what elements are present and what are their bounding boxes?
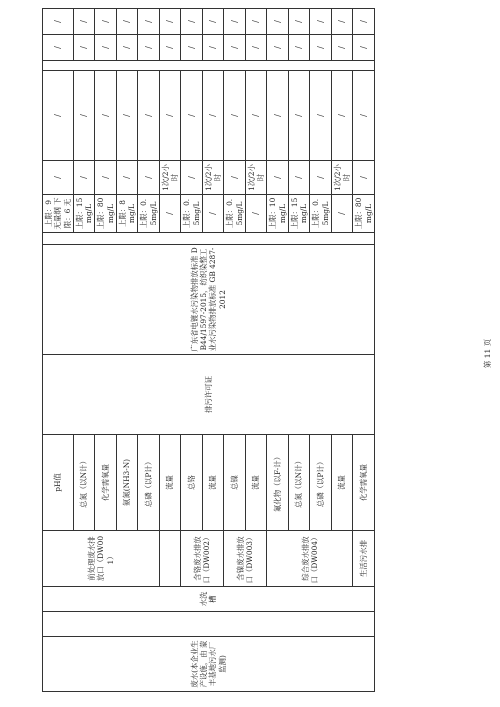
limit-cell: / [331, 194, 353, 232]
pollutant-cell: 总磷（以P计） [310, 434, 332, 530]
extra-cell: / [159, 8, 181, 34]
extra-cell: / [331, 8, 353, 34]
category-cell: 废水(本企业生产设施，由 蒙丰基地污水厂监测) [43, 637, 375, 692]
freq-cell: 1次/2小时 [202, 160, 224, 194]
outlet-cell: 含镍废水排放口（DW003） [224, 531, 267, 587]
extra-cell: / [331, 34, 353, 60]
limit-cell: / [159, 194, 181, 232]
standard-cell: 广东省电镀水污染物排放标准 DB44/1597-2015，纺织染整工业水污染物排放标准 GB 4287-2012 [43, 244, 375, 354]
outlet-cell: 含铬废水排放口（DW002） [181, 531, 224, 587]
extra-cell: / [202, 34, 224, 60]
freq-cell: / [181, 160, 203, 194]
extra-cell: / [138, 8, 160, 34]
extra-cell: / [310, 8, 332, 34]
limit-cell: 上限：80mg/L [95, 194, 117, 232]
extra-cell: / [224, 8, 246, 34]
table-row [43, 8, 74, 691]
freq-cell: / [95, 160, 117, 194]
extra-cell: / [116, 8, 138, 34]
limit-cell: / [245, 194, 267, 232]
extra-cell: / [267, 8, 289, 34]
limit-cell: 上限：0.5mg/L [224, 194, 246, 232]
note-cell: / [331, 70, 353, 160]
note-cell: / [224, 70, 246, 160]
extra-cell: / [181, 34, 203, 60]
workshop-cell: 水洗槽 [43, 587, 375, 612]
limit-cell: 上限：15mg/L [288, 194, 310, 232]
outlet-cell: 前处理废水排放口（DW001） [43, 531, 160, 587]
extra-cell: / [138, 34, 160, 60]
outlet-cell: 综合废水排放口（DW004） [267, 531, 353, 587]
pollutant-cell: 总铬 [181, 434, 203, 530]
note-cell: / [43, 70, 74, 160]
note-cell: / [288, 70, 310, 160]
pollutant-cell: 总氮（以N计） [288, 434, 310, 530]
extra-cell: / [353, 8, 375, 34]
freq-cell: 1次/2小时 [245, 160, 267, 194]
note-cell: / [95, 70, 117, 160]
freq-cell: / [43, 160, 74, 194]
freq-cell: / [267, 160, 289, 194]
freq-cell: / [353, 160, 375, 194]
pollutant-cell: 氨氮(NH3-N) [116, 434, 138, 530]
pollutant-cell: 流量 [245, 434, 267, 530]
pollutant-cell: 总镍 [224, 434, 246, 530]
outlet-cell: 生活污水排 [353, 531, 375, 587]
note-cell: / [353, 70, 375, 160]
pollutant-cell: 氟化物（以F-计） [267, 434, 289, 530]
pollutant-cell: 流量 [202, 434, 224, 530]
extra-cell: / [245, 34, 267, 60]
freq-cell: 1次/2小时 [331, 160, 353, 194]
freq-cell: / [288, 160, 310, 194]
freq-cell: / [138, 160, 160, 194]
limit-cell: 上限：8mg/L [116, 194, 138, 232]
spacer-cell [43, 60, 375, 70]
limit-cell: 上限：0.5mg/L [181, 194, 203, 232]
extra-cell: / [95, 8, 117, 34]
page-number: 第 11 页 [483, 338, 492, 369]
extra-cell: / [224, 34, 246, 60]
pollutant-cell: 化学需氧量 [353, 434, 375, 530]
pollutant-cell: 总氮（以N计） [73, 434, 95, 530]
extra-cell: / [353, 34, 375, 60]
extra-cell: / [159, 34, 181, 60]
limit-cell: / [202, 194, 224, 232]
extra-cell: / [267, 34, 289, 60]
empty-cell [43, 612, 375, 637]
extra-cell: / [73, 34, 95, 60]
note-cell: / [202, 70, 224, 160]
freq-cell: 1次/2小时 [159, 160, 181, 194]
pollutant-cell: 化学需氧量 [95, 434, 117, 530]
extra-cell: / [181, 8, 203, 34]
note-cell: / [267, 70, 289, 160]
freq-cell: / [116, 160, 138, 194]
empty-cell [159, 531, 181, 587]
limit-cell: 上限：15mg/L [73, 194, 95, 232]
note-cell: / [138, 70, 160, 160]
freq-cell: / [224, 160, 246, 194]
pollutant-cell: 流量 [331, 434, 353, 530]
note-cell: / [116, 70, 138, 160]
extra-cell: / [43, 8, 74, 34]
freq-cell: / [73, 160, 95, 194]
pollutant-cell: 总磷（以P计） [138, 434, 160, 530]
extra-cell: / [202, 8, 224, 34]
freq-cell: / [310, 160, 332, 194]
pollutant-cell: pH值 [43, 434, 74, 530]
pollutant-cell: 流量 [159, 434, 181, 530]
extra-cell: / [288, 8, 310, 34]
spacer-cell [43, 232, 375, 244]
extra-cell: / [245, 8, 267, 34]
extra-cell: / [43, 34, 74, 60]
extra-cell: / [95, 34, 117, 60]
limit-cell: 上限：10mg/L [267, 194, 289, 232]
permit-table [42, 8, 375, 692]
limit-cell: 上限：0.5mg/L [310, 194, 332, 232]
note-cell: / [73, 70, 95, 160]
note-cell: / [310, 70, 332, 160]
extra-cell: / [73, 8, 95, 34]
limit-cell: 上限：9 无量纲 下限：6 无 [43, 194, 74, 232]
note-cell: / [245, 70, 267, 160]
extra-cell: / [288, 34, 310, 60]
note-cell: / [181, 70, 203, 160]
permit-cell: 排污许可证 [43, 354, 375, 434]
limit-cell: 上限：80mg/L [353, 194, 375, 232]
limit-cell: 上限：0.5mg/L [138, 194, 160, 232]
extra-cell: / [310, 34, 332, 60]
note-cell: / [159, 70, 181, 160]
extra-cell: / [116, 34, 138, 60]
